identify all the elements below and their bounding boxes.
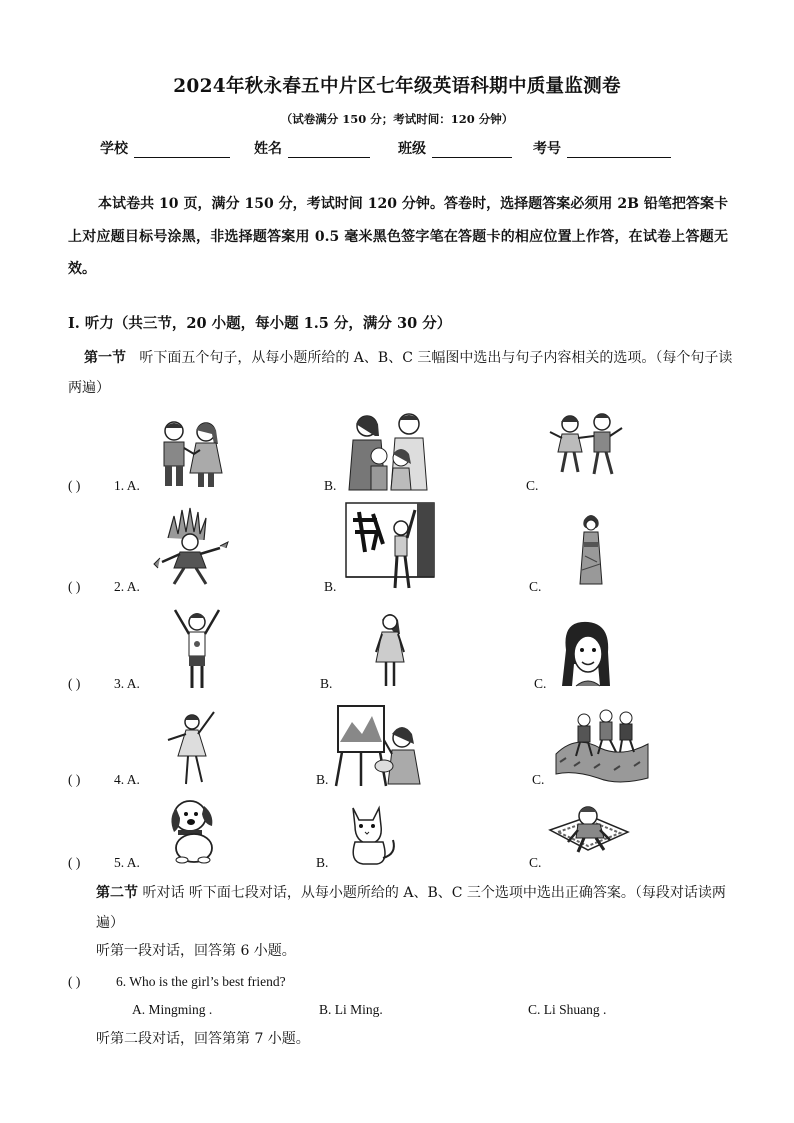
part1-text: 听下面五个句子，从每小题所给的 A、B、C 三幅图中选出与句子内容相关的选项。（每个句子读两遍） <box>68 350 733 396</box>
answer-paren: ( ) <box>68 772 81 787</box>
number-field <box>533 138 671 158</box>
answer-paren: ( ) <box>68 579 81 594</box>
class-blank <box>432 142 512 158</box>
dialogue2-intro: 听第二段对话，回答第第 7 小题。 <box>96 1031 310 1047</box>
question-number-option-a: 1. A. <box>114 478 140 493</box>
part2-instructions <box>96 878 736 938</box>
feather-headdress-dancer-picture <box>150 508 232 588</box>
school-field <box>100 138 230 158</box>
q6-option-a: A. Mingming . <box>132 1002 213 1017</box>
school-label: 学校 <box>100 141 128 157</box>
handshake-picture <box>150 418 230 490</box>
name-blank <box>288 142 370 158</box>
boy-arms-raised-picture <box>168 604 226 690</box>
number-blank <box>567 142 671 158</box>
girl-painting-picture <box>334 704 426 788</box>
two-children-waving-picture <box>546 410 628 480</box>
option-b-label: B. <box>320 676 333 691</box>
option-b-label: B. <box>316 772 329 787</box>
class-label: 班级 <box>398 141 426 157</box>
dialogue1-intro: 听第一段对话，回答第 6 小题。 <box>96 943 296 959</box>
option-c-label: C. <box>529 855 542 870</box>
dog-picture <box>168 796 218 864</box>
exam-notice: 本试卷共 10 页，满分 150 分，考试时间 120 分钟。答卷时，选择题答案必须用 2B 铅笔把答案卡上对应题目标号涂黑，非选择题答案用 0.5 毫米黑色签字笔在答题卡的相应位置上作答，在试卷上答题无效。 <box>68 196 728 277</box>
q6-option-c: C. Li Shuang . <box>528 1002 607 1017</box>
answer-paren: ( ) <box>68 676 81 691</box>
cat-picture <box>345 800 397 866</box>
number-label: 考号 <box>533 141 561 157</box>
answer-paren: ( ) <box>68 855 81 870</box>
listening-heading: Ⅰ. 听力（共三节，20 小题，每小题 1.5 分，满分 30 分） <box>68 315 452 332</box>
girl-standing-picture <box>370 608 410 688</box>
hiking-picture <box>554 704 650 784</box>
girl-face-picture <box>562 620 612 688</box>
kimono-woman-picture <box>576 512 606 588</box>
name-field <box>254 138 370 158</box>
answer-paren: ( ) <box>68 478 81 493</box>
option-b-label: B. <box>324 579 337 594</box>
part2-label: 第二节 <box>96 885 138 901</box>
class-field <box>398 138 512 158</box>
girl-dancing-picture <box>166 708 218 788</box>
option-b-label: B. <box>316 855 329 870</box>
school-blank <box>134 142 230 158</box>
baby-crawling-picture <box>548 806 630 860</box>
exam-subtitle: （试卷满分 150 分；考试时间：120 分钟） <box>280 112 514 126</box>
option-c-label: C. <box>534 676 547 691</box>
part1-instructions <box>68 343 738 403</box>
option-c-label: C. <box>526 478 539 493</box>
q6-paren: ( ) <box>68 974 81 989</box>
question-number-option-a: 3. A. <box>114 676 140 691</box>
option-c-label: C. <box>532 772 545 787</box>
question-number-option-a: 4. A. <box>114 772 140 787</box>
exam-title: 2024年秋永春五中片区七年级英语科期中质量监测卷 <box>173 76 621 97</box>
family-picture <box>345 410 435 492</box>
question-number-option-a: 2. A. <box>114 579 140 594</box>
q6-option-b: B. Li Ming. <box>319 1002 383 1017</box>
part2-text: 听对话 听下面七段对话，从每小题所给的 A、B、C 三个选项中选出正确答案。（每段对话读两遍） <box>96 885 726 931</box>
question-number-option-a: 5. A. <box>114 855 140 870</box>
name-label: 姓名 <box>254 141 282 157</box>
option-c-label: C. <box>529 579 542 594</box>
part1-label: 第一节 <box>84 350 126 366</box>
kung-fu-calligraphy-picture <box>345 502 435 590</box>
q6-question: 6. Who is the girl’s best friend? <box>116 974 286 989</box>
option-b-label: B. <box>324 478 337 493</box>
